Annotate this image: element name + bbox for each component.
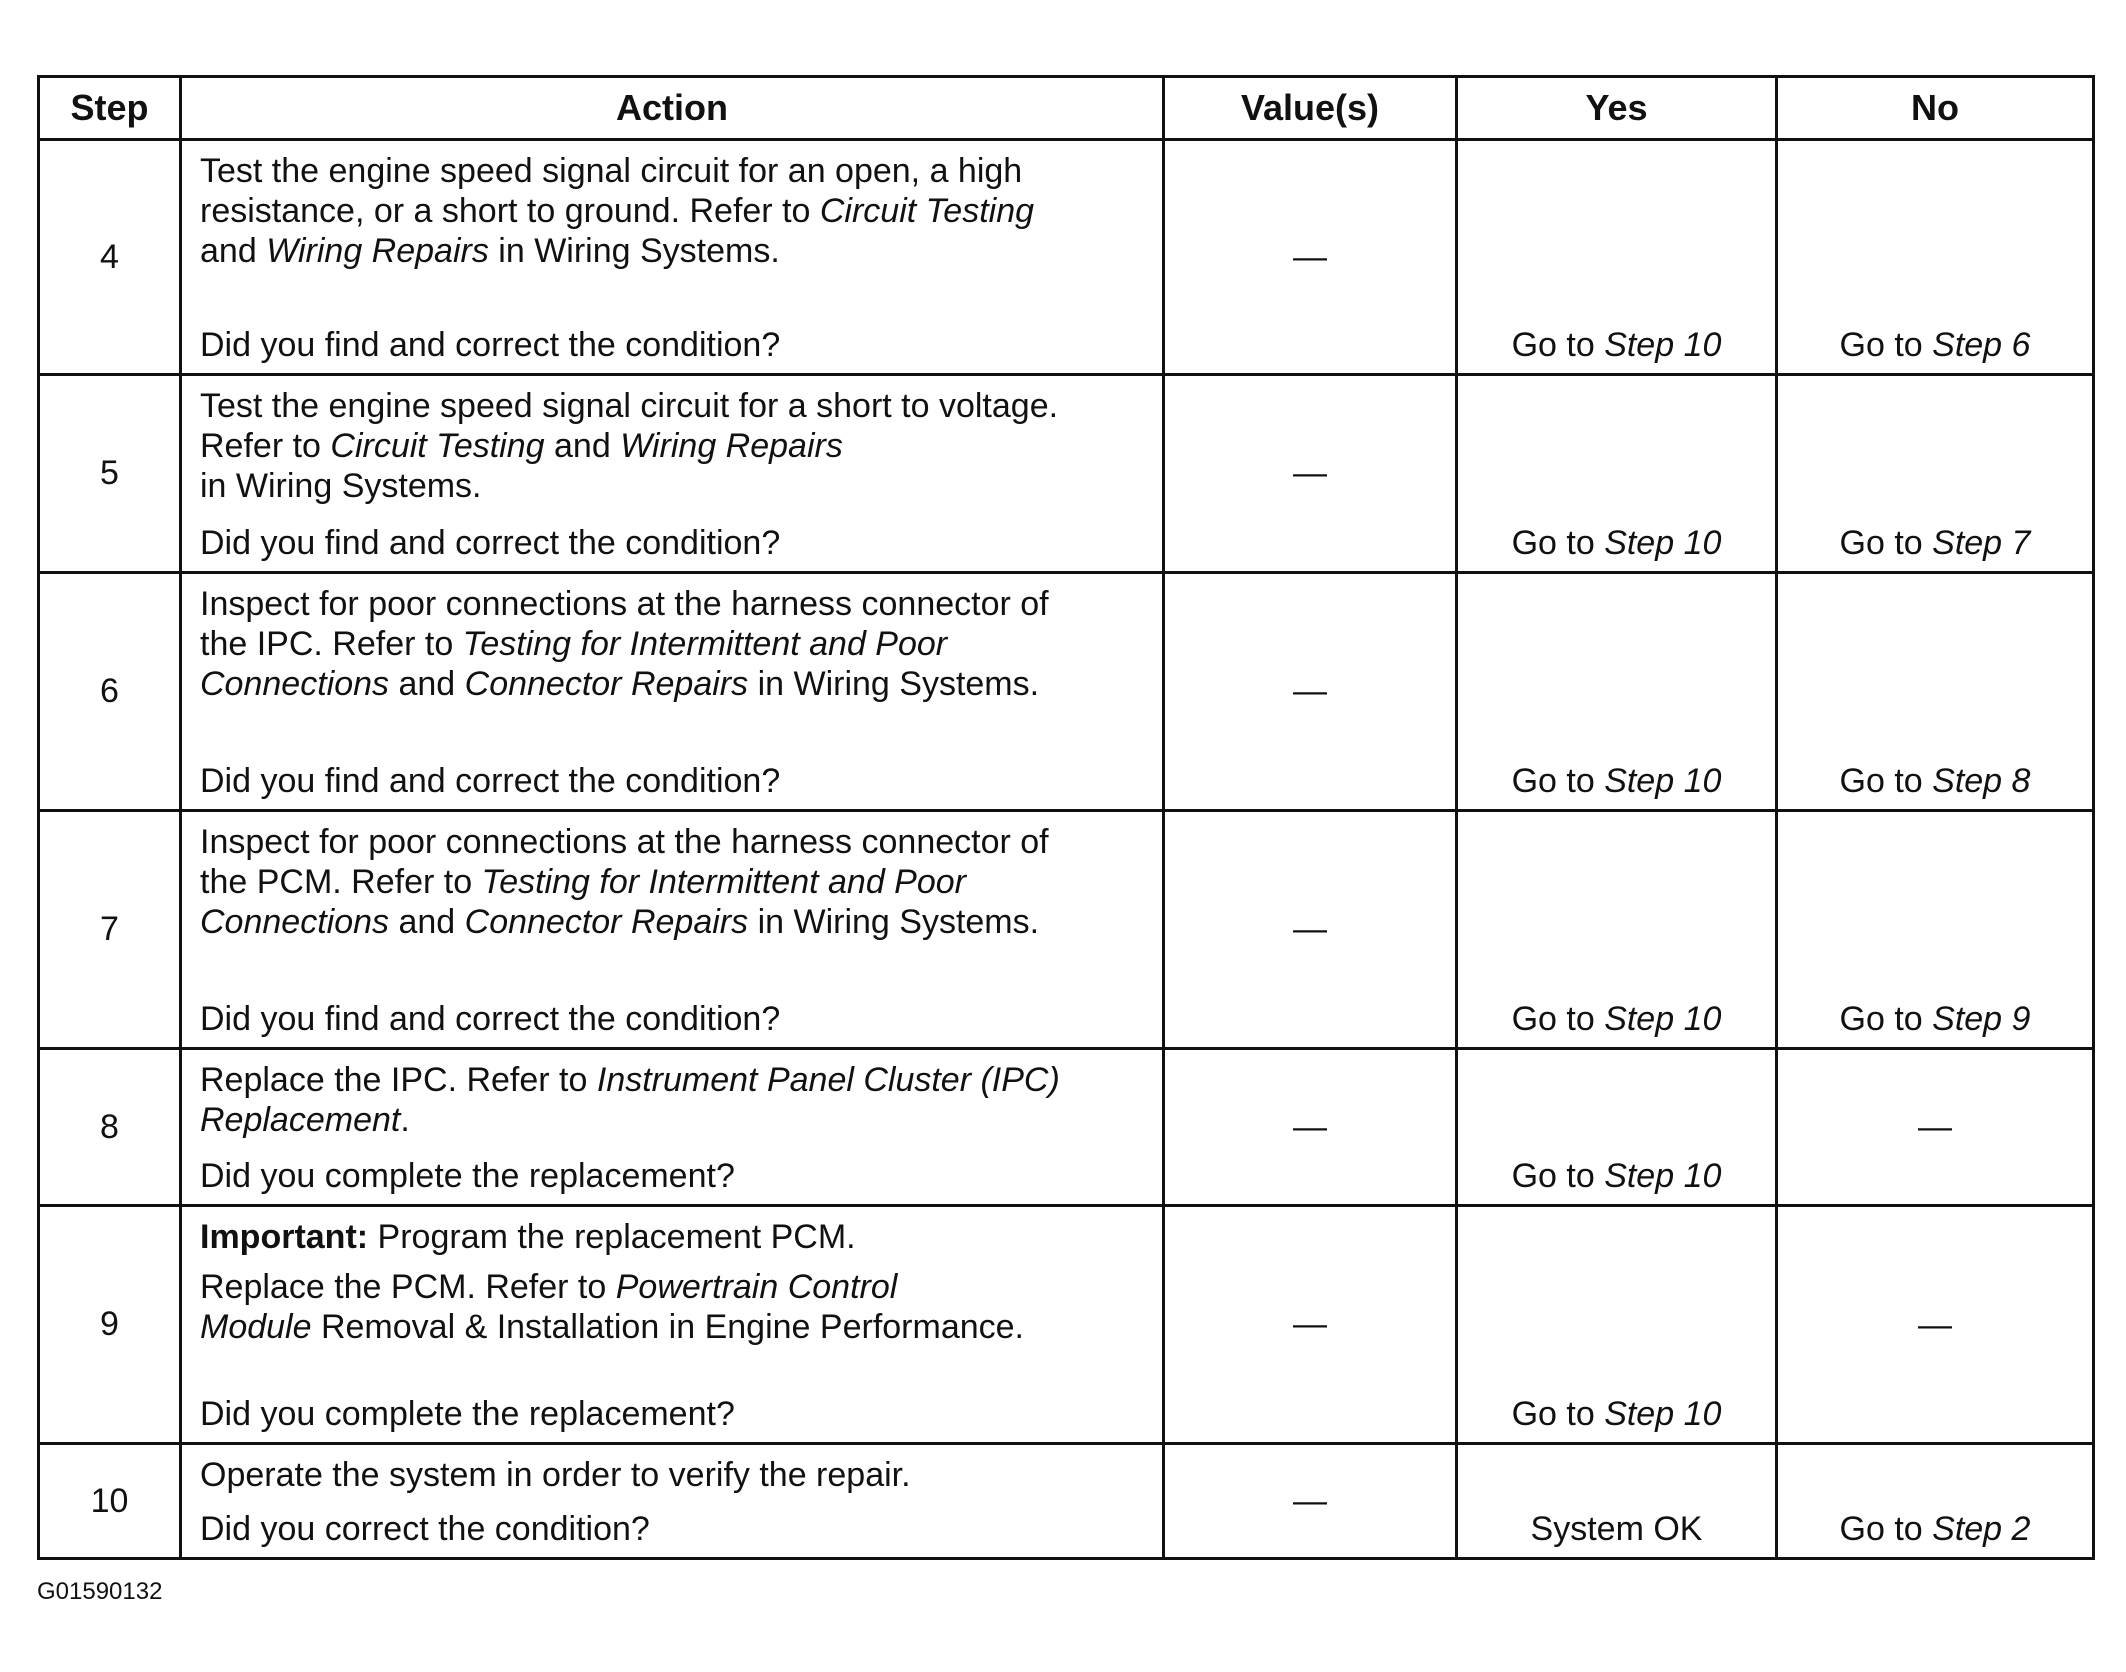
no-cell <box>1777 140 2094 375</box>
no-prefix: Go to <box>1839 326 1933 364</box>
yes-prefix: Go to <box>1511 1157 1605 1195</box>
action-question: Did you find and correct the condition? <box>200 1000 781 1038</box>
reference-link[interactable]: Circuit Testing <box>819 192 1035 230</box>
no-step-link[interactable]: Step 7 <box>1932 524 2031 562</box>
reference-link[interactable]: Powertrain Control <box>615 1268 898 1306</box>
action-text: and <box>389 665 465 703</box>
reference-link[interactable]: Module <box>200 1308 312 1346</box>
no-prefix: Go to <box>1839 1510 1933 1548</box>
no-step-link[interactable]: Step 9 <box>1932 1000 2031 1038</box>
table-row <box>39 1206 2094 1444</box>
action-text: and <box>200 232 267 270</box>
action-text: Removal & Installation in Engine Performance. <box>311 1308 1024 1346</box>
table-row <box>39 1049 2094 1206</box>
yes-prefix: Go to <box>1511 762 1605 800</box>
action-question: Did you find and correct the condition? <box>200 326 781 364</box>
reference-link[interactable]: Wiring Repairs <box>620 427 843 465</box>
no-step-link[interactable]: Step 8 <box>1932 762 2031 800</box>
value-cell: — <box>1164 1049 1457 1206</box>
action-text: in Wiring Systems. <box>748 903 1040 941</box>
action-text: and <box>544 427 621 465</box>
yes-prefix: Go to <box>1511 1000 1605 1038</box>
step-number: 5 <box>39 375 181 573</box>
action-text: in Wiring Systems. <box>200 467 482 505</box>
header-no: No <box>1777 77 2094 140</box>
action-cell <box>181 1206 1164 1444</box>
step-number: 9 <box>39 1206 181 1444</box>
yes-step-link[interactable]: Step 10 <box>1604 524 1722 562</box>
reference-link[interactable]: Wiring Repairs <box>266 232 489 270</box>
yes-step-link[interactable]: Step 10 <box>1604 1395 1722 1433</box>
step-number: 10 <box>39 1444 181 1559</box>
no-cell <box>1777 573 2094 811</box>
table-row <box>39 1444 2094 1559</box>
action-cell <box>181 375 1164 573</box>
action-text: Test the engine speed signal circuit for a short to voltage. <box>200 387 1059 425</box>
yes-step-link[interactable]: Step 10 <box>1604 1000 1722 1038</box>
action-question: Did you complete the replacement? <box>200 1395 735 1433</box>
value-cell: — <box>1164 375 1457 573</box>
header-yes: Yes <box>1457 77 1777 140</box>
diagnostic-table <box>37 75 2095 1560</box>
header-step: Step <box>39 77 181 140</box>
no-cell <box>1777 811 2094 1049</box>
step-number: 7 <box>39 811 181 1049</box>
table-row <box>39 811 2094 1049</box>
action-cell <box>181 1444 1164 1559</box>
table-row <box>39 140 2094 375</box>
action-question: Did you complete the replacement? <box>200 1157 735 1195</box>
action-text: in Wiring Systems. <box>488 232 780 270</box>
yes-prefix: Go to <box>1511 326 1605 364</box>
action-cell <box>181 811 1164 1049</box>
action-text: the PCM. Refer to <box>200 863 482 901</box>
action-text: the IPC. Refer to <box>200 625 463 663</box>
no-step-link[interactable]: Step 6 <box>1932 326 2031 364</box>
yes-prefix: Go to <box>1511 1395 1605 1433</box>
reference-link[interactable]: Connector Repairs <box>464 903 749 941</box>
reference-link[interactable]: Circuit Testing <box>330 427 545 465</box>
no-step-link[interactable]: Step 2 <box>1932 1510 2031 1548</box>
no-prefix: Go to <box>1839 524 1933 562</box>
no-cell <box>1777 375 2094 573</box>
value-cell: — <box>1164 1444 1457 1559</box>
no-prefix: Go to <box>1839 762 1933 800</box>
yes-step-link[interactable]: Step 10 <box>1604 326 1722 364</box>
action-text: Operate the system in order to verify the repair. <box>200 1456 911 1494</box>
no-prefix: Go to <box>1839 1000 1933 1038</box>
table-row <box>39 573 2094 811</box>
yes-cell <box>1457 140 1777 375</box>
header-row <box>39 77 2094 140</box>
yes-cell <box>1457 811 1777 1049</box>
reference-link[interactable]: Connector Repairs <box>464 665 749 703</box>
action-text: and <box>389 903 465 941</box>
action-question: Did you correct the condition? <box>200 1510 650 1548</box>
yes-step-link[interactable]: Step 10 <box>1604 1157 1722 1195</box>
table-row <box>39 375 2094 573</box>
yes-cell <box>1457 1206 1777 1444</box>
value-cell: — <box>1164 1206 1457 1444</box>
important-label: Important: <box>200 1218 369 1256</box>
reference-link[interactable]: Testing for Intermittent and Poor <box>481 863 966 901</box>
yes-cell <box>1457 375 1777 573</box>
figure-id: G01590132 <box>37 1578 163 1605</box>
value-cell: — <box>1164 140 1457 375</box>
no-cell <box>1777 1444 2094 1559</box>
reference-link[interactable]: Testing for Intermittent and Poor <box>462 625 948 663</box>
yes-step-link[interactable]: Step 10 <box>1604 762 1722 800</box>
action-text: Inspect for poor connections at the harness connector of <box>200 585 1049 623</box>
action-cell <box>181 140 1164 375</box>
reference-link[interactable]: Instrument Panel Cluster (IPC) <box>596 1061 1060 1099</box>
action-text: . <box>400 1101 410 1139</box>
value-cell: — <box>1164 573 1457 811</box>
reference-link[interactable]: Replacement <box>200 1101 401 1139</box>
step-number: 6 <box>39 573 181 811</box>
action-text: resistance, or a short to ground. Refer to <box>200 192 820 230</box>
value-cell: — <box>1164 811 1457 1049</box>
action-text: Refer to <box>200 427 331 465</box>
header-values: Value(s) <box>1164 77 1457 140</box>
action-question: Did you find and correct the condition? <box>200 524 781 562</box>
action-text: in Wiring Systems. <box>748 665 1040 703</box>
yes-cell <box>1457 1049 1777 1206</box>
yes-cell <box>1457 573 1777 811</box>
step-number: 4 <box>39 140 181 375</box>
no-cell: — <box>1777 1049 2094 1206</box>
action-text: Replace the IPC. Refer to <box>200 1061 597 1099</box>
action-text: Replace the PCM. Refer to <box>200 1268 616 1306</box>
action-question: Did you find and correct the condition? <box>200 762 781 800</box>
step-number: 8 <box>39 1049 181 1206</box>
action-text: Inspect for poor connections at the harness connector of <box>200 823 1049 861</box>
action-cell <box>181 573 1164 811</box>
important-text: Program the replacement PCM. <box>368 1218 856 1256</box>
action-text: Test the engine speed signal circuit for an open, a high <box>200 152 1023 190</box>
reference-link[interactable]: Connections <box>200 665 390 703</box>
no-cell: — <box>1777 1206 2094 1444</box>
action-cell <box>181 1049 1164 1206</box>
reference-link[interactable]: Connections <box>200 903 390 941</box>
header-action: Action <box>181 77 1164 140</box>
yes-prefix: Go to <box>1511 524 1605 562</box>
yes-cell: System OK <box>1457 1444 1777 1559</box>
